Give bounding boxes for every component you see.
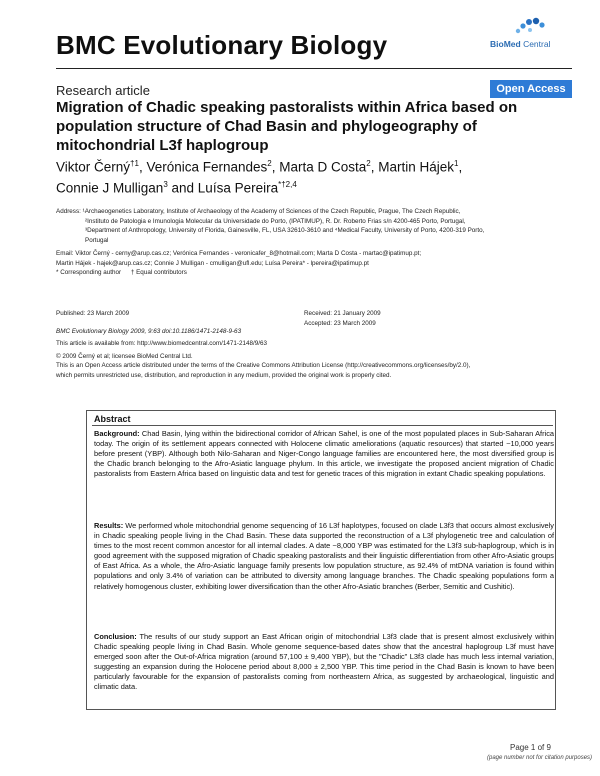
email-line: Email: Viktor Černý - cerny@arup.cas.cz; Verónica Fernandes - veronicafer_8@hotmail.com; Marta D Costa - martac@ipatimup.pt; (56, 250, 422, 257)
author-affil: 1 (454, 159, 459, 168)
open-access-badge: Open Access (490, 80, 572, 98)
author-name: Viktor Černý (56, 159, 131, 175)
authors-line-1: Viktor Černý$^{\dagger 1}$, Verónica Fernandes$^2$, Marta D Costa$^2$, Martin Hájek$^1$, (56, 159, 463, 175)
abstract-rule (92, 425, 553, 426)
license-line: This is an Open Access article distributed under the terms of the Creative Commons Attribution License (http://creativecommons.org/licenses/by/2.0), (56, 362, 471, 369)
article-title: Migration of Chadic speaking pastoralists within Africa based on population structure of Chad Basin and phylogeography of mitochondrial L3f haplogroup (56, 99, 518, 154)
author-name: Martin Hájek (378, 159, 455, 175)
abstract-background (94, 429, 554, 479)
author-list (56, 155, 566, 196)
received-accepted (304, 309, 504, 328)
address-line: ²Instituto de Patologia e Imunologia Molecular da Universidade do Porto, (IPATIMUP), R. Dr. Roberto Frias s/n 4200-465 Porto, Portugal, (85, 217, 466, 225)
journal-title: BMC Evolutionary Biology (56, 30, 388, 60)
author-name: Marta D Costa (279, 159, 367, 175)
article-type: Research article (56, 83, 150, 98)
abstract-conclusion (94, 632, 554, 693)
background-label: Background: (94, 429, 140, 438)
address-block (56, 207, 576, 245)
address-line: ³Department of Anthropology, University of Florida, Gainesville, FL, USA 32610-3610 and ⁴Medical Faculty, University of Porto, 4200-319 Porto, (85, 227, 485, 234)
author-name: Verónica Fernandes (146, 159, 268, 175)
header-rule (56, 68, 572, 69)
publisher-logo (490, 17, 570, 57)
citation: BMC Evolutionary Biology 2009, 9:63 doi:10.1186/1471-2148-9-63 (56, 327, 242, 335)
biomed-dots-icon (514, 17, 548, 40)
email-block (56, 249, 576, 268)
page-number-note: (page number not for citation purposes) (487, 755, 593, 761)
author-name: Connie J Mulligan (56, 180, 164, 195)
author-affil: 3 (163, 179, 168, 189)
published-date: Published: 23 March 2009 (56, 310, 130, 317)
logo-brand-bold: BioMed (490, 39, 521, 49)
received-date: Received: 21 January 2009 (304, 310, 381, 317)
license-line: which permits unrestricted use, distribution, and reproduction in any medium, provided the original work is properly cited. (56, 371, 392, 379)
author-affil: *†2,4 (278, 179, 297, 189)
results-text: We performed whole mitochondrial genome sequencing of 16 L3f haplotypes, focused on clade L3f3 that occurs almost exclusively in Chadic speaking people living in the Chad Basin. These data supported the reconstruction of a L3f phylogenetic tree and calculation of times to the most recent common ancestor for all internal clades. A date ~8,000 YBP was estimated for the L3f3 sub-haplogroup, which is in good agreement with the supposed migration of Chadic speaking pastoralists and their linguistic differentiation from other Afro-Asiatic groups of East Africa. As a whole, the Afro-Asiatic language family presents low population structure, as 92.4% of mtDNA variation is found within populations and only 3.4% of variation can be attributed to diversity among language branches. The Chadic speaking populations form a relatively homogenous cluster, exhibiting lower diversification than the other Afro-Asiatic branches (Berber, Semitic and Cushitic). (94, 521, 554, 591)
copyright: © 2009 Černý et al; licensee BioMed Central Ltd. (56, 352, 193, 360)
author-name: Luísa Pereira (197, 180, 279, 195)
address-label: Address: (56, 208, 83, 215)
results-label: Results: (94, 521, 124, 530)
article-url: This article is available from: http://www.biomedcentral.com/1471-2148/9/63 (56, 340, 268, 347)
abstract-heading: Abstract (94, 414, 131, 424)
corresponding-note: * Corresponding author (56, 269, 122, 276)
author-affil: 2 (267, 159, 272, 168)
address-line: Portugal (85, 236, 109, 244)
author-affil: †1 (130, 159, 139, 168)
page-number: Page 1 of 9 (510, 743, 551, 752)
conclusion-label: Conclusion: (94, 632, 137, 641)
background-text: Chad Basin, lying within the bidirectional corridor of African Sahel, is one of the most populated places in Sub-Saharan Africa today. The origin of its settlement appears connected with Holocene climatic ameliorations (aquatic resources) that started ~10,000 years before present (YBP). Although both Nilo-Saharan and Niger-Congo language families are encountered here, the most diversified group is the Chadic branch belonging to the Afro-Asiatic language phylum. In this article, we investigate the proposed ancient migration of Chadic pastoralists from Eastern Africa based on linguistic data and test for genetic traces of this migration in extant Chadic speaking populations. (94, 429, 554, 479)
equal-contrib-note: † Equal contributors (130, 269, 187, 276)
logo-brand-rest: Central (520, 39, 551, 49)
authors-line-2: Connie J Mulligan$^3$ and Luísa Pereira$^{*\dagger 2,4}$ (56, 179, 297, 195)
conclusion-text: The results of our study support an East African origin of mitochondrial L3f3 clade that is present almost exclusively within Chadic speaking people living in Chad Basin. Whole genome sequence-based dates show that the ancestral haplogroup L3f must have emerged soon after the Out-of-Africa migration (around 57,100 ± 9,400 YBP), but the "Chadic" L3f3 clade has much less internal variation, suggesting an expansion during the Holocene period about 8,000 ± 2,500 YBP. This time period in the Chad Basin is known to have been particularly favourable for the expansion of pastoralists coming from northeastern Africa, as suggested by archaeological, linguistic and climatic data. (94, 632, 554, 692)
author-affil: 2 (366, 159, 371, 168)
author-notes (56, 268, 576, 278)
accepted-date: Accepted: 23 March 2009 (304, 319, 376, 327)
email-line: Martin Hájek - hajek@arup.cas.cz; Connie J Mulligan - cmulligan@ufl.edu; Luísa Pereira* - lpereira@ipatimup.pt (56, 259, 369, 267)
address-line: ¹Archaeogenetics Laboratory, Institute of Archaeology of the Academy of Sciences of the Czech Republic, Prague, The Czech Republic, (82, 208, 461, 215)
abstract-results (94, 521, 554, 592)
